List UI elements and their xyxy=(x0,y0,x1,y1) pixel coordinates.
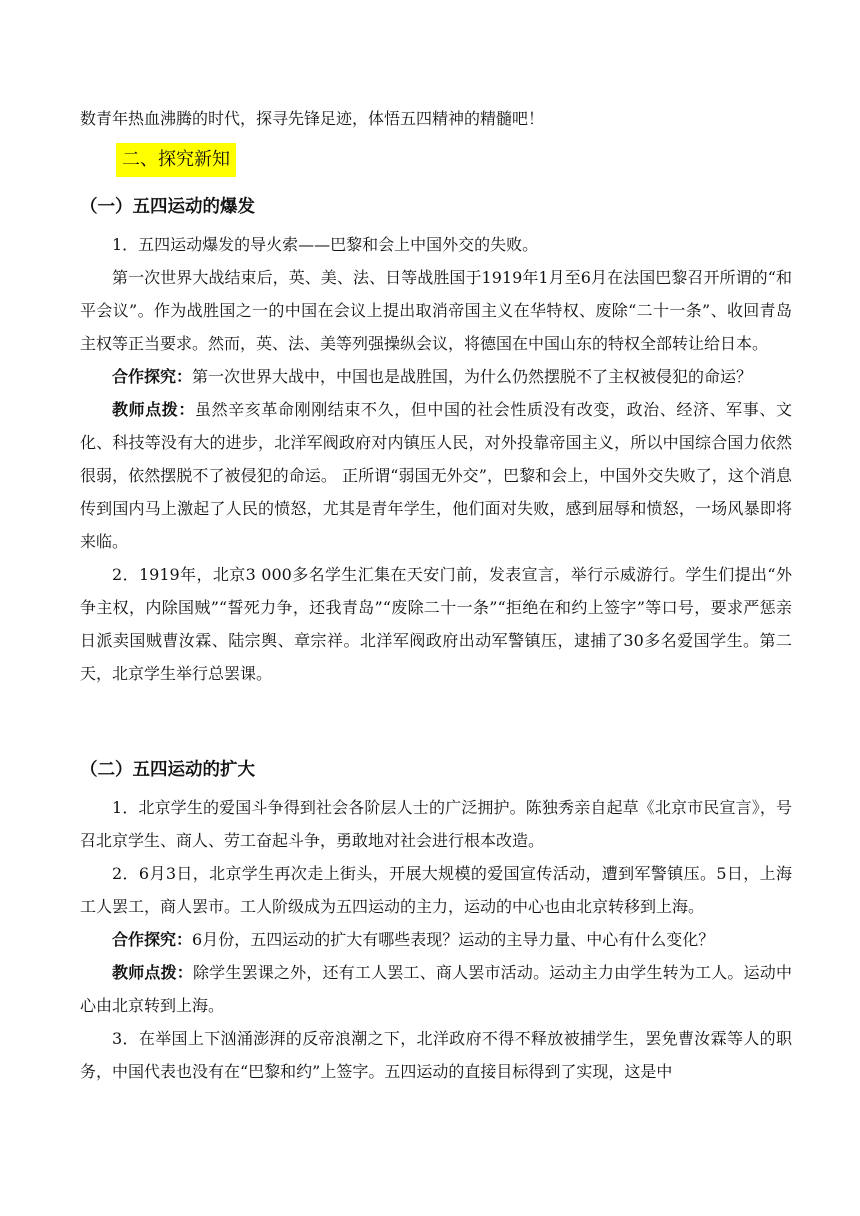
part1-paragraph: 第一次世界大战结束后，英、美、法、日等战胜国于1919年1月至6月在法国巴黎召开所谓的“和平会议”。作为战胜国之一的中国在会议上提出取消帝国主义在华特权、废除“二十一条”、收回青岛主权等正当要求。然而，英、法、美等列强操纵会议，将德国在中国山东的特权全部转让给日本。 xyxy=(80,268,792,353)
part1 xyxy=(80,187,792,690)
coop-label: 合作探究： xyxy=(112,367,193,386)
part1-item1: 1．五四运动爆发的导火索——巴黎和会上中国外交的失败。 xyxy=(112,235,539,254)
teacher-label: 教师点拨： xyxy=(112,963,193,982)
part2-teacher-note xyxy=(80,956,792,1022)
coop-label: 合作探究： xyxy=(112,930,193,949)
section-heading-wrap xyxy=(116,143,236,177)
teacher-label: 教师点拨： xyxy=(112,400,195,419)
part2-item2: 2．6月3日，北京学生再次走上街头，开展大规模的爱国宣传活动，遭到军警镇压。5日，上海工人罢工，商人罢市。工人阶级成为五四运动的主力，运动的中心也由北京转移到上海。 xyxy=(80,864,792,916)
part2-coop-question xyxy=(80,923,792,956)
part2-item3: 3．在举国上下汹涌澎湃的反帝浪潮之下，北洋政府不得不释放被捕学生，罢免曹汝霖等人的职务，中国代表也没有在“巴黎和约”上签字。五四运动的直接目标得到了实现，这是中 xyxy=(80,1029,792,1081)
part1-title: （一）五四运动的爆发 xyxy=(80,197,255,217)
teacher-text: 虽然辛亥革命刚刚结束不久，但中国的社会性质没有改变，政治、经济、军事、文化、科技等没有大的进步，北洋军阀政府对内镇压人民，对外投靠帝国主义，所以中国综合国力依然很弱，依然摆脱不了被侵犯的命运。 正所谓“弱国无外交”，巴黎和会上，中国外交失败了，这个消息传到国内马上激起了人民的愤怒，尤其是青年学生，他们面对失败，感到屈辱和愤怒，一场风暴即将来临。 xyxy=(80,400,792,551)
teacher-text: 除学生罢课之外，还有工人罢工、商人罢市活动。运动主力由学生转为工人。运动中心由北京转到上海。 xyxy=(80,963,792,1015)
part1-teacher-note xyxy=(80,393,792,558)
coop-text: 6月份，五四运动的扩大有哪些表现？运动的主导力量、中心有什么变化？ xyxy=(192,930,715,949)
part2-title: （二）五四运动的扩大 xyxy=(80,760,255,780)
section-heading: 二、探究新知 xyxy=(116,143,236,177)
part2-item1: 1．北京学生的爱国斗争得到社会各阶层人士的广泛拥护。陈独秀亲自起草《北京市民宣言》，号召北京学生、商人、劳工奋起斗争，勇敢地对社会进行根本改造。 xyxy=(80,798,792,850)
part1-item2: 2．1919年，北京3 000多名学生汇集在天安门前，发表宣言，举行示威游行。学生们提出“外争主权，内除国贼”“誓死力争，还我青岛”“废除二十一条”“拒绝在和约上签字”等口号，要求严惩亲日派卖国贼曹汝霖、陆宗舆、章宗祥。北洋军阀政府出动军警镇压，逮捕了30多名爱国学生。第二天，北京学生举行总罢课。 xyxy=(80,565,792,683)
part2 xyxy=(80,750,792,1088)
intro-tail-paragraph: 数青年热血沸腾的时代，探寻先锋足迹，体悟五四精神的精髓吧！ xyxy=(80,109,545,128)
part1-coop-question xyxy=(80,360,792,393)
coop-text: 第一次世界大战中，中国也是战胜国，为什么仍然摆脱不了主权被侵犯的命运？ xyxy=(192,367,753,386)
